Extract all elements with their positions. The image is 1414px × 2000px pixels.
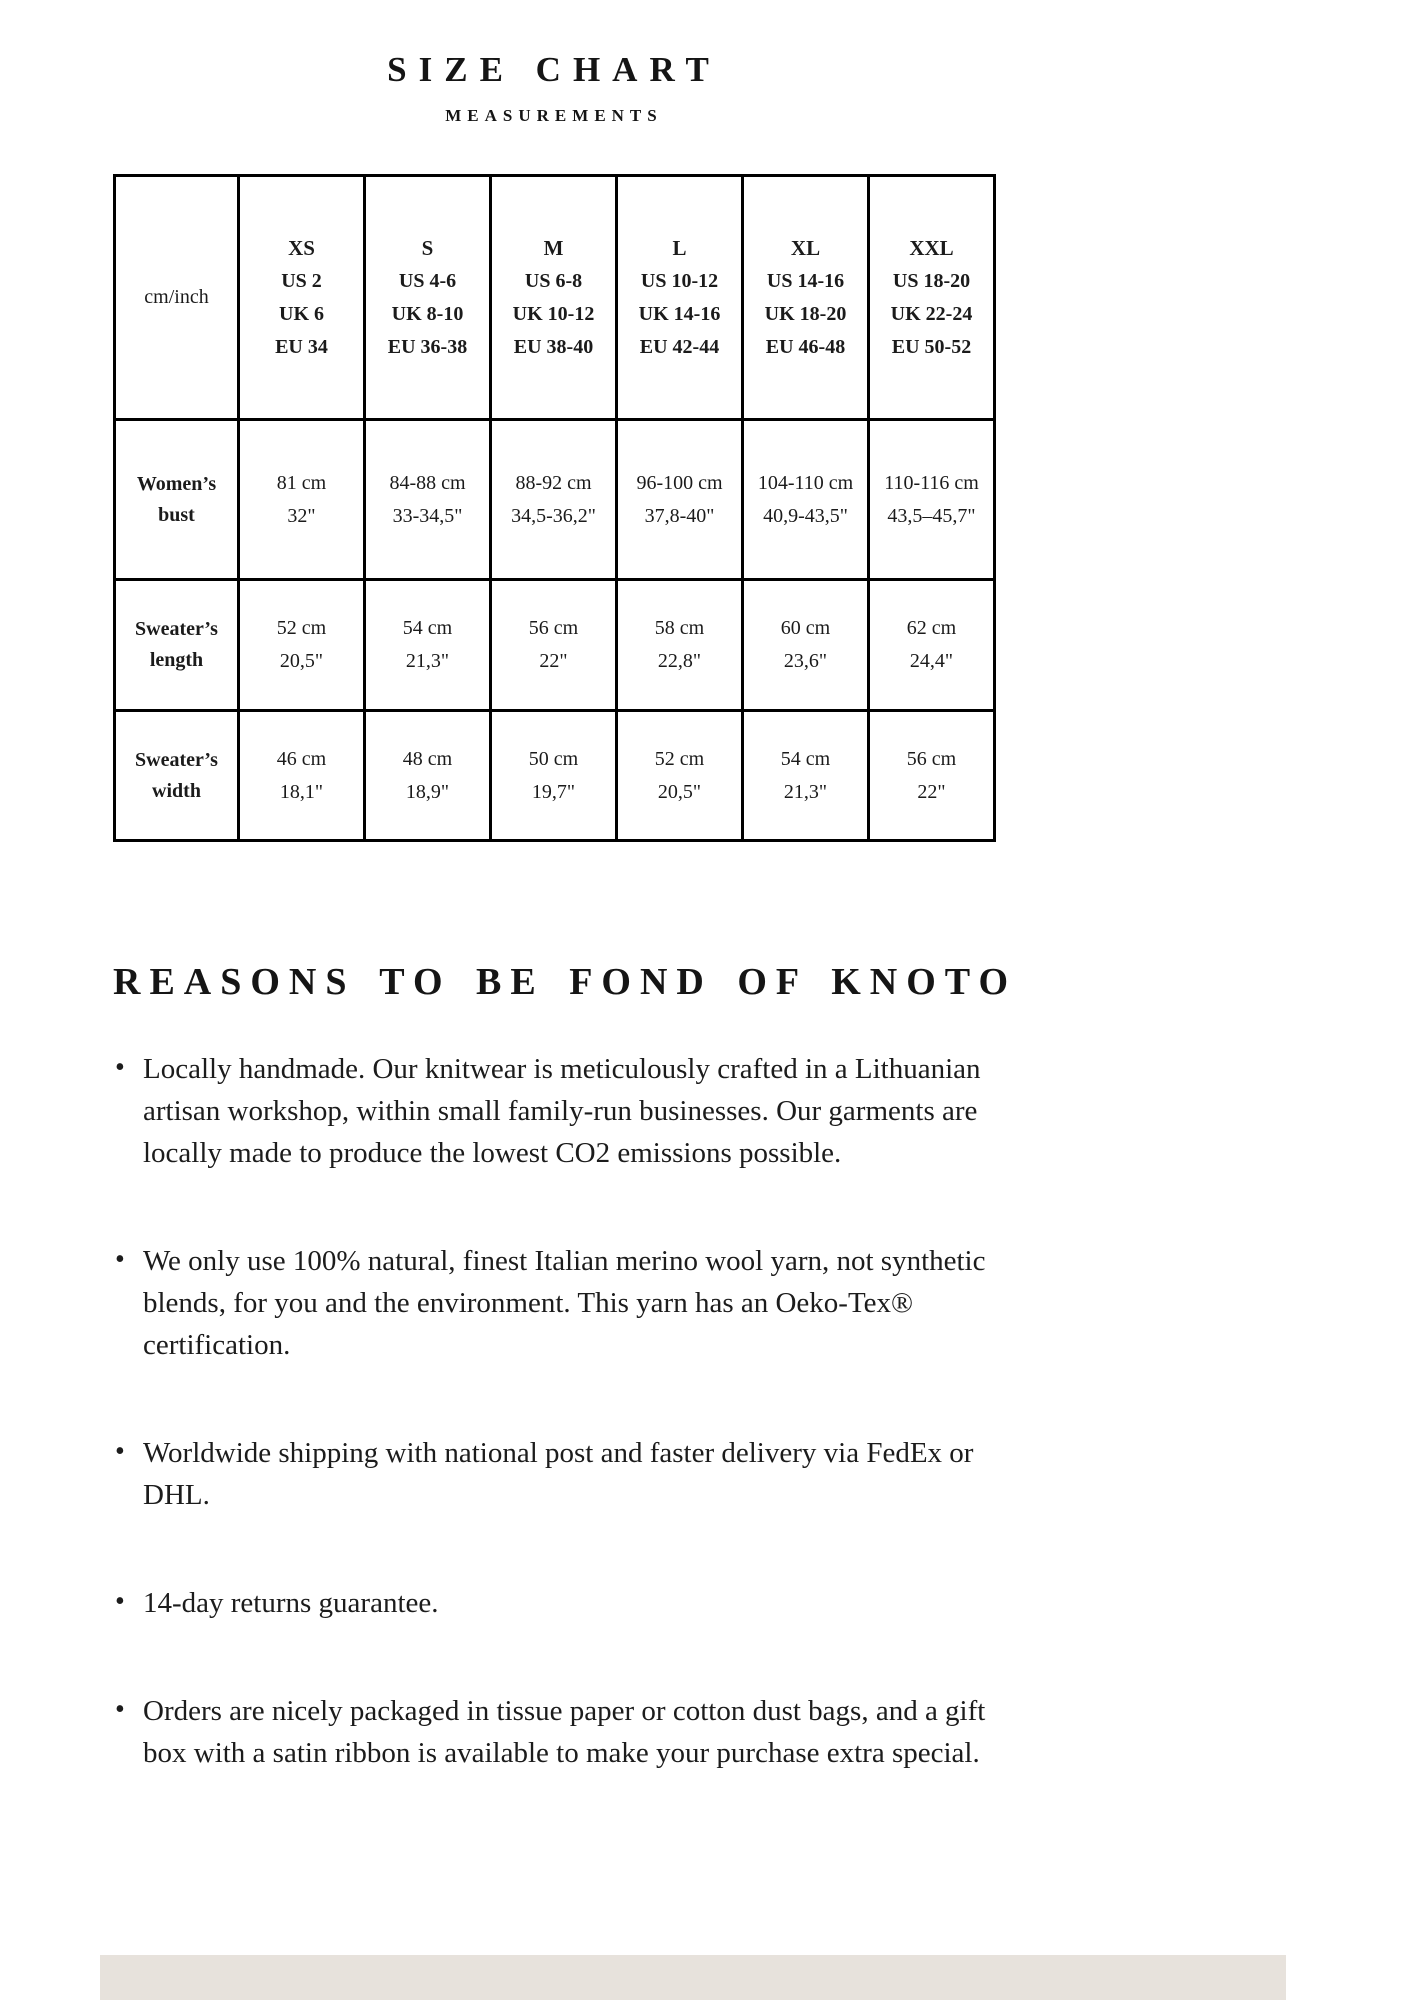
measurement-cell: 110-116 cm 43,5–45,7" [869, 420, 995, 580]
page-title: SIZE CHART [387, 50, 721, 89]
document-content [113, 0, 1018, 1840]
reason-text: Worldwide shipping with national post and faster delivery via FedEx or DHL. [143, 1437, 974, 1511]
measurement-cell: 56 cm 22" [869, 711, 995, 841]
eu-size: EU 50-52 [891, 336, 972, 358]
reason-item-returns-guarantee [113, 1582, 1028, 1624]
eu-size: EU 34 [275, 336, 328, 358]
row-label: Women’s bust [115, 420, 239, 580]
table-row-sweaters-width [115, 711, 995, 841]
table-row-womens-bust [115, 420, 995, 580]
eu-size: EU 46-48 [765, 336, 846, 358]
reasons-list [113, 1048, 1028, 1774]
measurement-cell: 50 cm 19,7" [491, 711, 617, 841]
unit-label-cell: cm/inch [115, 176, 239, 420]
size-label: L [672, 236, 687, 260]
measurement-cell: 60 cm 23,6" [743, 580, 869, 711]
eu-size: EU 36-38 [387, 336, 468, 358]
reason-text: 14-day returns guarantee. [143, 1587, 439, 1619]
footer-band [100, 1955, 1286, 2000]
row-label: Sweater’s length [115, 580, 239, 711]
size-label: XS [288, 236, 315, 260]
measurement-cell: 58 cm 22,8" [617, 580, 743, 711]
measurement-cell: 81 cm 32" [239, 420, 365, 580]
size-chart-table [113, 174, 996, 842]
measurement-cell: 52 cm 20,5" [617, 711, 743, 841]
size-label: M [543, 236, 564, 260]
measurement-cell: 54 cm 21,3" [743, 711, 869, 841]
reason-text: We only use 100% natural, finest Italian merino wool yarn, not synthetic blends, for you and the environment. This yarn has an Oeko-Tex® certification. [143, 1245, 986, 1361]
us-size: US 2 [281, 270, 322, 292]
measurement-cell: 54 cm 21,3" [365, 580, 491, 711]
reasons-heading: REASONS TO BE FOND OF KNOTO [113, 961, 1018, 1003]
page-subtitle: MEASUREMENTS [445, 106, 663, 125]
eu-size: EU 42-44 [639, 336, 720, 358]
row-label: Sweater’s width [115, 711, 239, 841]
measurement-cell: 46 cm 18,1" [239, 711, 365, 841]
reason-text: Orders are nicely packaged in tissue paper or cotton dust bags, and a gift box with a satin ribbon is available to make your purchase extra special. [143, 1695, 986, 1769]
measurement-cell: 48 cm 18,9" [365, 711, 491, 841]
us-size: US 10-12 [640, 270, 719, 292]
size-column-header-l [617, 176, 743, 420]
size-column-header-m [491, 176, 617, 420]
size-label: XXL [909, 236, 954, 260]
uk-size: UK 6 [279, 303, 324, 325]
uk-size: UK 14-16 [638, 303, 721, 325]
size-column-header-xs [239, 176, 365, 420]
measurement-cell: 84-88 cm 33-34,5" [365, 420, 491, 580]
eu-size: EU 38-40 [513, 336, 594, 358]
reason-item-locally-handmade [113, 1048, 1028, 1174]
us-size: US 18-20 [892, 270, 971, 292]
measurement-cell: 52 cm 20,5" [239, 580, 365, 711]
measurement-cell: 104-110 cm 40,9-43,5" [743, 420, 869, 580]
uk-size: UK 18-20 [764, 303, 847, 325]
size-column-header-xl [743, 176, 869, 420]
size-label: XL [790, 236, 821, 260]
table-header-row [115, 176, 995, 420]
us-size: US 4-6 [398, 270, 457, 292]
table-row-sweaters-length [115, 580, 995, 711]
reason-item-natural-wool [113, 1240, 1028, 1366]
us-size: US 6-8 [524, 270, 583, 292]
size-column-header-xxl [869, 176, 995, 420]
measurement-cell: 62 cm 24,4" [869, 580, 995, 711]
size-column-header-s [365, 176, 491, 420]
reason-item-worldwide-shipping [113, 1432, 1028, 1516]
us-size: US 14-16 [766, 270, 845, 292]
measurement-cell: 88-92 cm 34,5-36,2" [491, 420, 617, 580]
uk-size: UK 8-10 [391, 303, 464, 325]
uk-size: UK 10-12 [512, 303, 595, 325]
reason-item-packaging [113, 1690, 1028, 1774]
uk-size: UK 22-24 [890, 303, 973, 325]
reason-text: Locally handmade. Our knitwear is meticulously crafted in a Lithuanian artisan workshop, within small family-run businesses. Our garments are locally made to produce the lowest CO2 emissions possible. [143, 1053, 981, 1169]
measurement-cell: 96-100 cm 37,8-40" [617, 420, 743, 580]
measurement-cell: 56 cm 22" [491, 580, 617, 711]
size-label: S [421, 236, 434, 260]
